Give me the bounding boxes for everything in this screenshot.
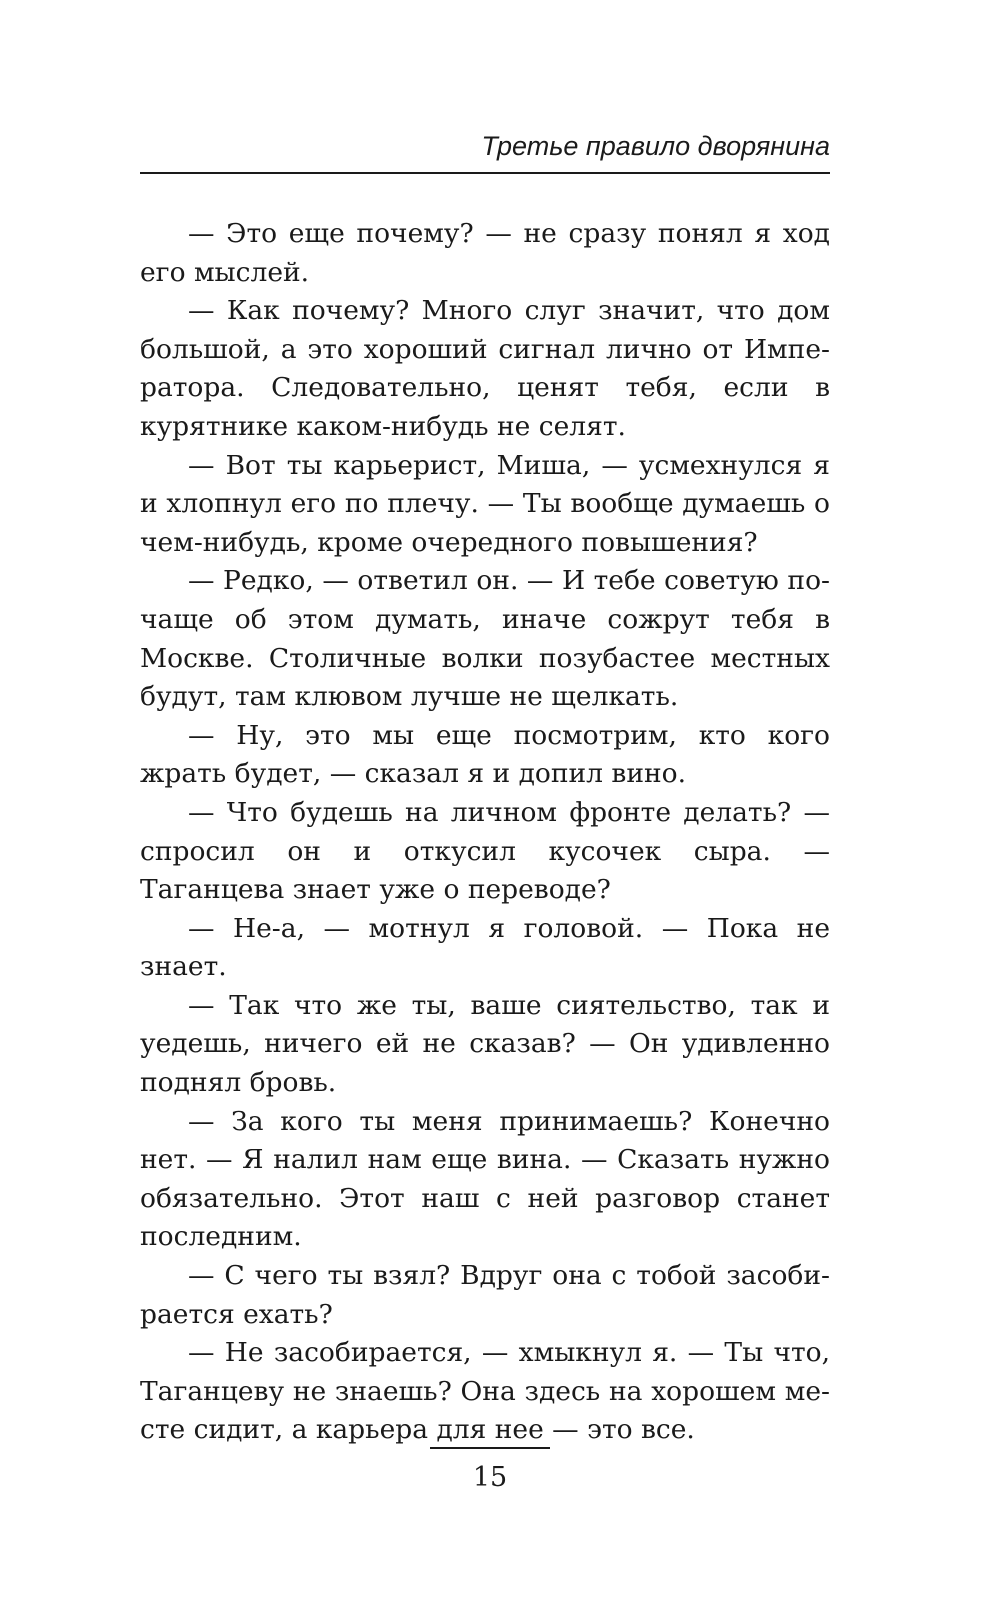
paragraph: — Редко, — ответил он. — И тебе советую почаще об этом думать, иначе сожрут тебя в Москве. Столичные волки позубастее местных будут, там клювом лучше не щелкать. (140, 565, 830, 713)
header-divider (140, 172, 830, 174)
paragraph: — Не засобирается, — хмыкнул я. — Ты что, Таганцеву не знаешь? Она здесь на хорошем месте сидит, а карьера для нее — это все. (140, 1337, 830, 1446)
paragraph: — Не-а, — мотнул я головой. — Пока не знает. (140, 912, 830, 983)
paragraph: — Вот ты карьерист, Миша, — усмехнулся я и хлопнул его по плечу. — Ты вообще думаешь о чем-нибудь, кроме очередного повышения? (140, 449, 830, 558)
paragraph: — Ну, это мы еще посмотрим, кто кого жрать будет, — сказал я и допил вино. (140, 719, 830, 790)
paragraph: — Что будешь на личном фронте делать? — спросил он и откусил кусочек сыра. — Таганцева знает уже о переводе? (140, 796, 830, 906)
running-header-title: Третье правило дворянина (481, 131, 830, 161)
paragraph: — С чего ты взял? Вдруг она с тобой засобирается ехать? (140, 1260, 830, 1330)
paragraph: — Как почему? Много слуг значит, что дом большой, а это хороший сигнал лично от Императора. Следовательно, ценят тебя, если в курятнике каком-нибудь не селят. (140, 295, 830, 442)
page-body-text (140, 215, 830, 1450)
page-number: 15 (472, 1462, 508, 1493)
footer-divider (430, 1447, 550, 1449)
paragraph: — За кого ты меня принимаешь? Конечно нет. — Я налил нам еще вина. — Сказать нужно обязательно. Этот наш с ней разговор станет последним. (140, 1105, 830, 1253)
paragraph: — Это еще почему? — не сразу понял я ход его мыслей. (140, 218, 830, 288)
paragraph: — Так что же ты, ваше сиятельство, так и уедешь, ничего ей не сказав? — Он удивленно поднял бровь. (140, 989, 830, 1099)
